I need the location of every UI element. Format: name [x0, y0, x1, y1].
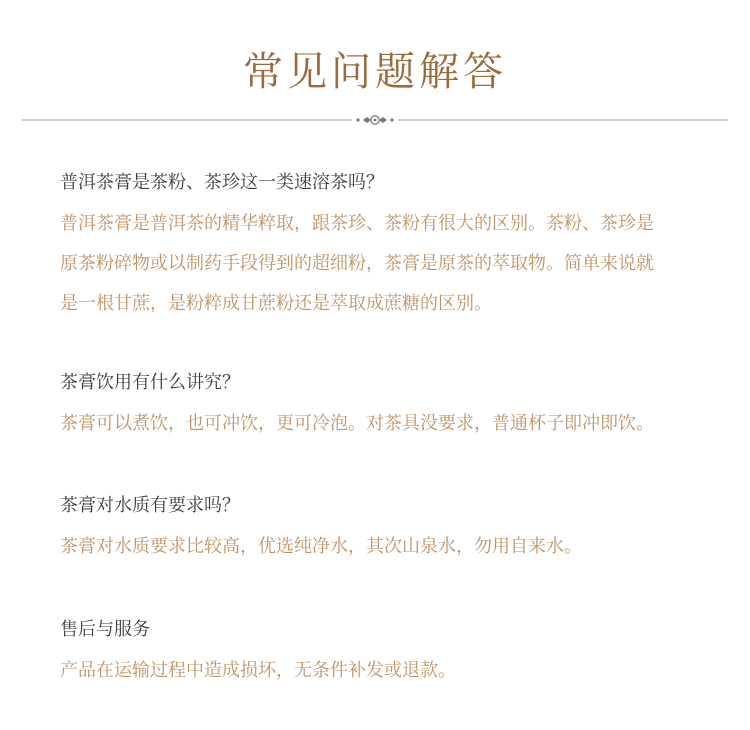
- faq-answer-line: 茶膏对水质要求比较高，优选纯净水，其次山泉水，勿用自来水。: [60, 536, 582, 557]
- faq-answer-line: 是一根甘蔗，是粉粹成甘蔗粉还是萃取成蔗糖的区别。: [60, 293, 492, 314]
- page-title: 常见问题解答: [243, 49, 507, 95]
- faq-answer-line: 普洱茶膏是普洱茶的精华粹取，跟茶珍、茶粉有很大的区别。茶粉、茶珍是: [60, 213, 654, 234]
- faq-answer: [60, 204, 710, 324]
- faq-answer: [60, 404, 710, 444]
- faq-question: 普洱茶膏是茶粉、茶珍这一类速溶茶吗？: [60, 172, 384, 193]
- faq-answer-line: 茶膏可以煮饮，也可冲饮，更可冷泡。对茶具没要求，普通杯子即冲即饮。: [60, 413, 654, 434]
- faq-question: 茶膏对水质有要求吗？: [60, 495, 240, 516]
- faq-item-2: [60, 370, 710, 444]
- ornamental-divider: [22, 110, 728, 130]
- faq-item-4: [60, 617, 710, 691]
- faq-answer: [60, 527, 710, 567]
- faq-answer-line: 产品在运输过程中造成损坏，无条件补发或退款。: [60, 660, 456, 681]
- faq-item-3: [60, 493, 710, 567]
- faq-answer-line: 原茶粉碎物或以制药手段得到的超细粉，茶膏是原茶的萃取物。简单来说就: [60, 253, 654, 274]
- faq-question: 售后与服务: [60, 619, 150, 640]
- faq-question: 茶膏饮用有什么讲究？: [60, 372, 240, 393]
- faq-answer: [60, 651, 710, 691]
- divider-ornament-icon: [356, 116, 393, 124]
- faq-item-1: [60, 170, 710, 324]
